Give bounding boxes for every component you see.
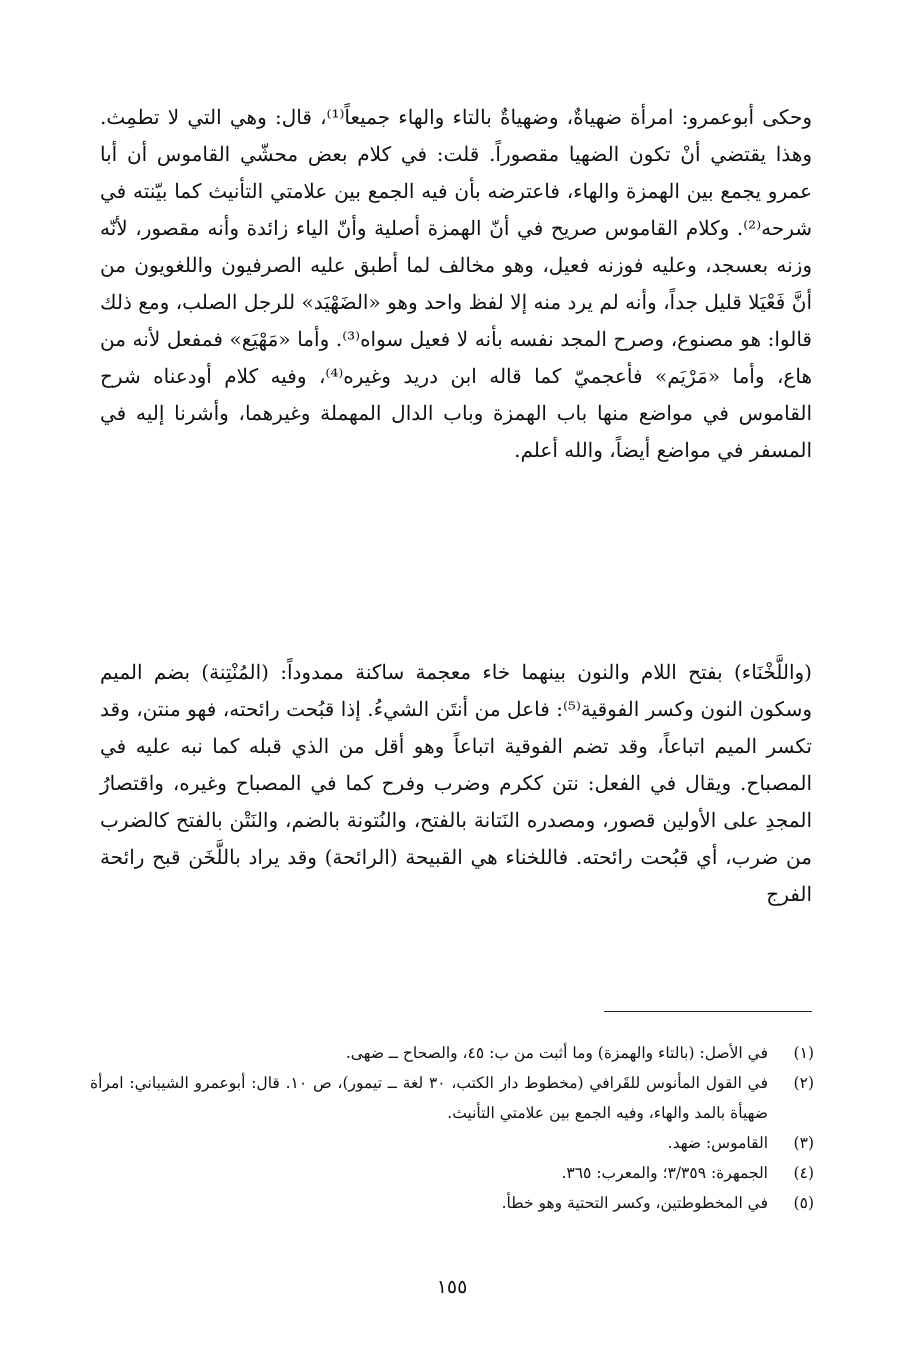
paragraph-text: وحكى أبوعمرو: امرأة ضهياةٌ، وضهياةٌ بالتاء والهاء جميعاً⁽¹⁾، قال: وهي التي لا تطمِث. وهذا يقتضي أنْ تكون الضهيا مقصوراً. قلت: في كلام بعض محشّي القاموس أن أبا عمرو يجمع بين الهمزة والهاء، فاعترضه بأن فيه الجمع بين علامتي التأنيث كما بيّنته في شرحه⁽²⁾. وكلام القاموس صريح في أنّ الهمزة أصلية وأنّ الياء زائدة وأنه مقصور، لأنّه وزنه بعسجد، وعليه فوزنه فعيل، وهو مخالف لما أطبق عليه الصرفيون واللغويون من أنَّ فَعْيَلا قليل جداً، وأنه لم يرد منه إلا لفظ واحد وهو «الضَهْيَد» للرجل الصلب، ومع ذلك قالوا: هو مصنوع، وصرح المجد نفسه بأنه لا فعيل سواه⁽³⁾. وأما «مَهْيَع» فمفعل لأنه من هاع، وأما «مَرْيَم» فأعجميّ كما قاله ابن دريد وغيره⁽⁴⁾، وفيه كلام أودعناه شرح القاموس في مواضع منها باب الهمزة وباب الدال المهملة وغيرهما، وأشرنا إليه في المسفر في مواضع أيضاً، والله أعلم.	[100, 105, 812, 462]
footnote-text: في القول المأنوس للقَرافي (مخطوط دار الكتب، ٣٠ لغة ــ تيمور)، ص ١٠. قال: أبوعمرو الشيباني: امرأة ضهيأة بالمد والهاء، وفيه الجمع بين علامتي التأنيث.	[90, 1074, 768, 1122]
footnote-3	[90, 1128, 814, 1158]
body-paragraph-1	[100, 99, 812, 469]
footnote-separator	[604, 1011, 812, 1012]
footnote-number: (٥)	[793, 1194, 814, 1212]
footnote-number: (٢)	[793, 1074, 814, 1092]
body-paragraph-2	[100, 654, 812, 913]
footnote-1	[90, 1038, 814, 1068]
paragraph-text: (واللَّخْنَاء) بفتح اللام والنون بينهما خاء معجمة ساكنة ممدوداً: (المُنْتِنة) بضم الميم وسكون النون وكسر الفوقية⁽⁵⁾: فاعل من أنتَن الشيءُ. إذا قبُحت رائحته، فهو منتن، وقد تكسر الميم اتباعاً، وقد تضم الفوقية اتباعاً وهو أقل من الذي قبله كما نبه عليه في المصباح. ويقال في الفعل: نتن ككرم وضرب وفرح كما في المصباح وغيره، واقتصارُ المجدِ على الأولين قصور، ومصدره النَتانة بالفتح، والنُتونة بالضم، والنَتْن بالفتح كالضرب من ضرب، أي قبُحت رائحته. فاللخناء هي القبيحة (الرائحة) وقد يراد باللَّخَن قبح رائحة الفرج	[100, 660, 813, 906]
footnote-2	[90, 1068, 814, 1128]
footnote-number: (٤)	[793, 1164, 814, 1182]
footnote-number: (٣)	[793, 1134, 814, 1152]
page-number: ١٥٥	[436, 1276, 468, 1298]
footnote-4	[90, 1158, 814, 1188]
footnote-number: (١)	[793, 1044, 814, 1062]
footnote-5	[90, 1188, 814, 1218]
footnote-text: في المخطوطتين، وكسر التحتية وهو خطأ.	[501, 1194, 768, 1212]
footnote-text: في الأصل: (بالتاء والهمزة) وما أثبت من ب: ٤٥، والصحاح ــ ضهى.	[345, 1044, 768, 1062]
footnote-text: القاموس: ضهد.	[667, 1134, 768, 1152]
footnotes-list	[90, 1038, 814, 1218]
footnote-text: الجمهرة: ٣/٣٥٩؛ والمعرب: ٣٦٥.	[561, 1164, 768, 1182]
